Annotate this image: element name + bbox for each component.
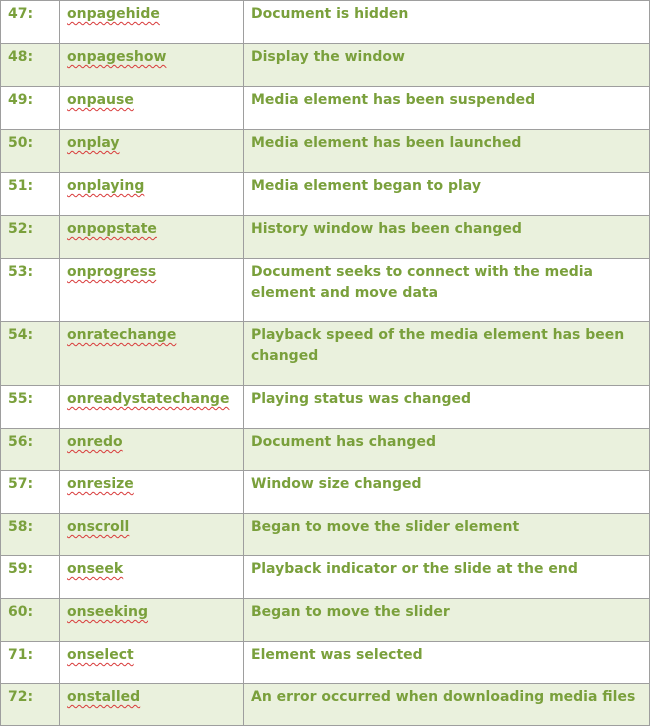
table-row [1, 130, 650, 173]
event-name: onpageshow [67, 49, 167, 65]
table-row [1, 87, 650, 130]
table-row [1, 386, 650, 429]
row-number: 55: [1, 386, 60, 429]
table-row [1, 556, 650, 599]
row-number: 51: [1, 173, 60, 216]
table-row [1, 44, 650, 87]
row-number: 52: [1, 216, 60, 259]
row-number: 72: [1, 684, 60, 726]
row-number: 53: [1, 259, 60, 322]
row-number: 49: [1, 87, 60, 130]
row-number: 50: [1, 130, 60, 173]
event-name: onplay [67, 135, 120, 151]
row-number: 54: [1, 322, 60, 386]
event-name: onpagehide [67, 6, 160, 22]
event-description: Began to move the slider element [244, 514, 650, 556]
event-name: onreadystatechange [67, 391, 230, 407]
event-name: onseeking [67, 604, 149, 620]
event-name: onseek [67, 561, 124, 577]
event-name: onratechange [67, 327, 177, 343]
row-number: 71: [1, 642, 60, 684]
event-description: Element was selected [244, 642, 650, 684]
table-row [1, 642, 650, 684]
event-name: onplaying [67, 178, 145, 194]
table-row [1, 259, 650, 322]
table-row [1, 471, 650, 514]
event-name: onpopstate [67, 221, 157, 237]
event-description: Document has changed [244, 429, 650, 471]
event-name: onpause [67, 92, 134, 108]
event-description: Began to move the slider [244, 599, 650, 642]
event-name: onselect [67, 647, 134, 663]
event-description: Window size changed [244, 471, 650, 514]
table-row [1, 429, 650, 471]
event-description: Playback indicator or the slide at the end [244, 556, 650, 599]
event-description: Media element has been suspended [244, 87, 650, 130]
row-number: 57: [1, 471, 60, 514]
table-row [1, 1, 650, 44]
row-number: 48: [1, 44, 60, 87]
table-row [1, 514, 650, 556]
row-number: 59: [1, 556, 60, 599]
event-description: Media element has been launched [244, 130, 650, 173]
event-description: Media element began to play [244, 173, 650, 216]
event-description: Display the window [244, 44, 650, 87]
row-number: 58: [1, 514, 60, 556]
event-name: onresize [67, 476, 134, 492]
event-description: An error occurred when downloading media files [244, 684, 650, 726]
event-description: Playing status was changed [244, 386, 650, 429]
event-name: onredo [67, 434, 123, 450]
table-row [1, 322, 650, 386]
event-description: Document seeks to connect with the media element and move data [244, 259, 650, 322]
table-row [1, 173, 650, 216]
event-name: onprogress [67, 264, 157, 280]
table-row [1, 684, 650, 726]
event-description: Document is hidden [244, 1, 650, 44]
event-description: History window has been changed [244, 216, 650, 259]
row-number: 60: [1, 599, 60, 642]
table-row [1, 599, 650, 642]
row-number: 56: [1, 429, 60, 471]
event-name: onstalled [67, 689, 141, 705]
table-row [1, 216, 650, 259]
event-name: onscroll [67, 519, 130, 535]
row-number: 47: [1, 1, 60, 44]
event-description: Playback speed of the media element has been changed [244, 322, 650, 386]
